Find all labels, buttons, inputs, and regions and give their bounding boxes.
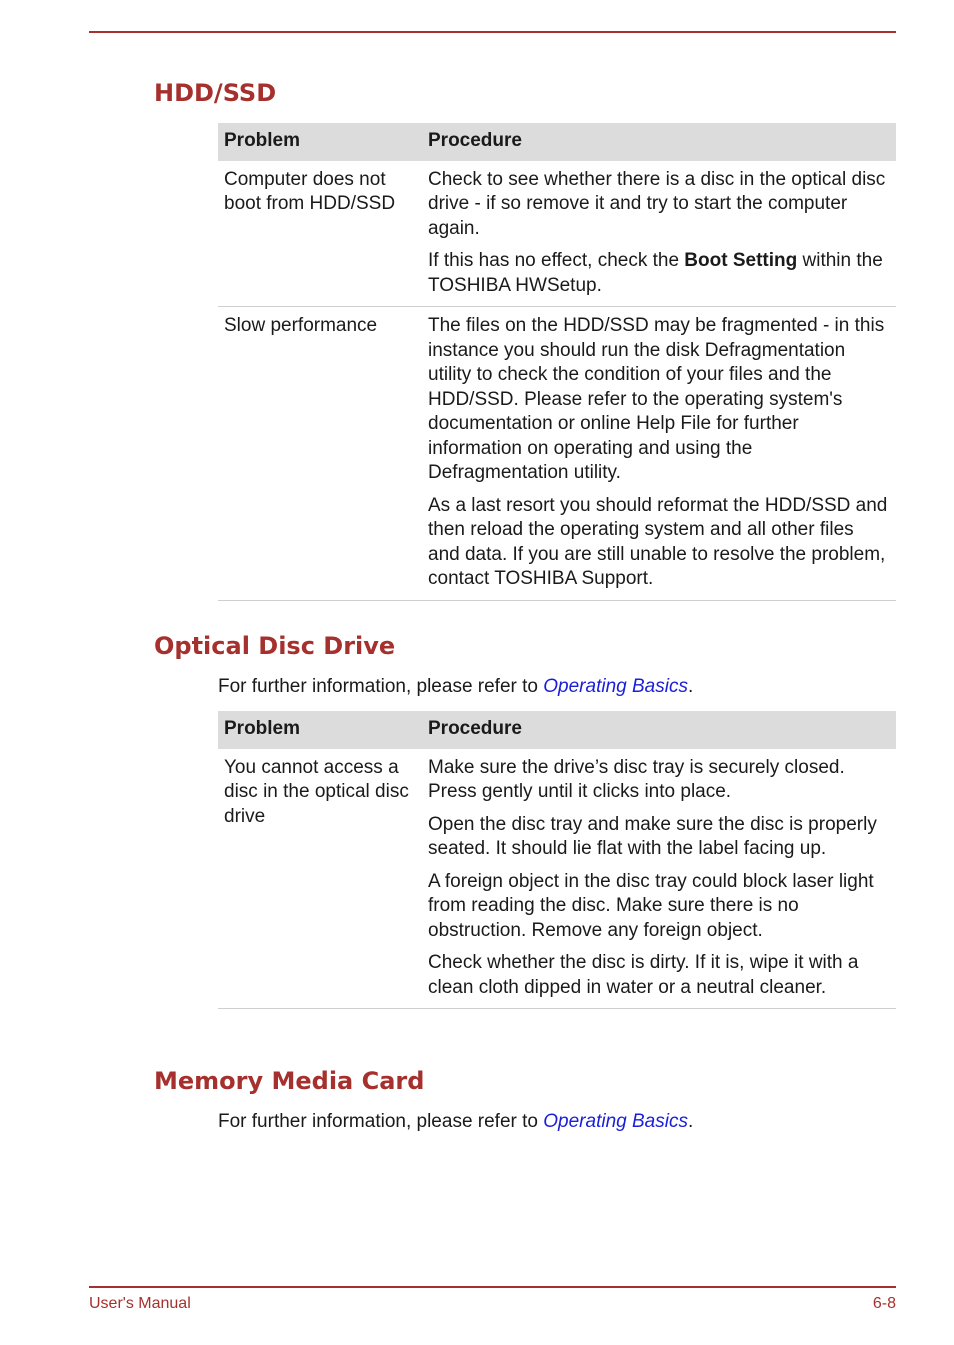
memory-intro-text: For further information, please refer to Operating Basics. [218,1111,694,1132]
table-row [218,161,896,307]
table-row [218,749,896,1009]
optical-disc-table [218,711,896,1009]
procedure-paragraph: Check whether the disc is dirty. If it is, wipe it with a clean cloth dipped in water or a neutral cleaner. [428,952,859,998]
procedure-paragraph: Check to see whether there is a disc in the optical disc drive - if so remove it and try to start the computer again. [428,168,886,239]
procedure-cell [422,307,896,601]
section-title-optical-disc-drive: Optical Disc Drive [154,632,396,660]
procedure-paragraph: The files on the HDD/SSD may be fragmented - in this instance you should run the disk Defragmentation utility to check the condition of your files and the HDD/SSD. Please refer to the operating system's documentation or online Help File for further information on operating and using the Defragmentation utility. [428,315,885,483]
hdd-ssd-table [218,123,896,601]
problem-cell [218,161,422,307]
table-header-row [218,711,896,749]
problem-text: You cannot access a disc in the optical disc drive [224,756,409,827]
procedure-paragraph: Open the disc tray and make sure the disc is properly seated. It should lie flat with the label facing up. [428,813,877,859]
section-title-hdd-ssd: HDD/SSD [154,79,277,107]
optical-intro-text: For further information, please refer to Operating Basics. [218,676,694,697]
operating-basics-link[interactable]: Operating Basics [543,1111,688,1132]
procedure-paragraph: A foreign object in the disc tray could block laser light from reading the disc. Make sure there is no obstruction. Remove any foreign object. [428,870,874,941]
problem-cell [218,749,422,1009]
procedure-cell [422,161,896,307]
footer-manual-title: User's Manual [89,1295,191,1312]
procedure-cell [422,749,896,1009]
footer-page-number: 6-8 [872,1295,896,1312]
table-row [218,307,896,601]
table-header-row [218,123,896,161]
procedure-paragraph: As a last resort you should reformat the HDD/SSD and then reload the operating system and all other files and data. If you are still unable to resolve the problem, contact TOSHIBA Support. [428,494,888,589]
problem-text: Slow performance [224,315,378,336]
section-title-memory-media-card: Memory Media Card [154,1067,425,1095]
footer-rule [89,1286,896,1288]
problem-cell [218,307,422,601]
header-rule [89,31,896,33]
procedure-paragraph: If this has no effect, check the Boot Setting within the TOSHIBA HWSetup. [428,250,883,296]
operating-basics-link[interactable]: Operating Basics [543,676,688,697]
problem-text: Computer does not boot from HDD/SSD [224,168,396,214]
column-header-problem: Problem [218,123,422,161]
procedure-paragraph: Make sure the drive’s disc tray is securely closed. Press gently until it clicks into place. [428,756,845,802]
column-header-problem: Problem [218,711,422,749]
boot-setting-term: Boot Setting [684,250,798,271]
column-header-procedure: Procedure [422,123,896,161]
column-header-procedure: Procedure [422,711,896,749]
